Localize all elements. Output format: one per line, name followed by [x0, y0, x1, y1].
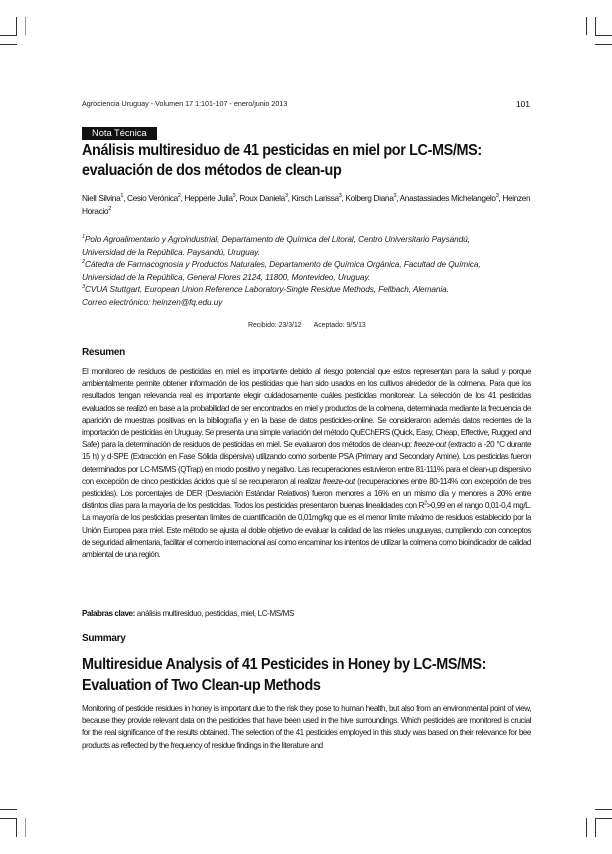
crop-mark: [25, 17, 26, 35]
affiliation-1-line-1: $^1$Polo Agroalimentario y Agroindustrial, Departamento de Química del Litoral, Centro Universitario Paysandú,: [82, 234, 470, 244]
journal-citation: Agrociencia Uruguay - Volumen 17 1:101-107 - enero/junio 2013: [82, 99, 288, 108]
keywords-label: Palabras clave:: [82, 609, 135, 618]
section-badge: Nota Técnica: [82, 127, 157, 140]
summary-heading: Summary: [82, 633, 126, 644]
summary-text: Monitoring of pesticide residues in honey is important due to the risk they pose to human health, but also from an environmental point of view, because they provide relevant data on the pesticides that have been used in the hive surroundings. Which pesticides are monitored is crucial for the real significance of the results obtained. The selection of the 41 pesticides employed in this study was based on their relevance for bee products as reflected by the frequency of residue findings in the literature and: [82, 704, 531, 750]
author: Cesio Verónica$^2$: [126, 193, 181, 203]
email-line: Correo electrónico: heinzen@fq.edu.uy: [82, 296, 223, 307]
crop-mark: [595, 818, 612, 819]
english-title: Multiresidue Analysis of 41 Pesticides in Honey by LC-MS/MS: Evaluation of Two Clean-up Methods: [82, 656, 487, 694]
author: Hepperle Julia$^3$: [184, 193, 236, 203]
crop-mark: [595, 818, 596, 837]
crop-mark: [0, 44, 17, 45]
affiliation-3: $^3$CVUA Stuttgart, European Union Reference Laboratory-Single Residue Methods, Fellbach, Alemania.: [82, 284, 449, 294]
crop-mark: [16, 818, 17, 837]
crop-mark: [0, 818, 17, 819]
affiliation-2-line-1: $^2$Cátedra de Farmacognosia y Productos Naturales, Departamento de Química Orgánica, Facultad de Química,: [82, 259, 481, 269]
crop-mark: [0, 809, 17, 810]
affiliation-2-line-2: Universidad de la República, General Flores 2124, 11800, Montevideo, Uruguay.: [82, 271, 371, 282]
author: Kolberg Diana$^3$: [345, 193, 397, 203]
crop-mark: [0, 35, 17, 36]
author: Niell Silvina$^1$: [82, 193, 124, 203]
affiliations: [82, 233, 547, 308]
keywords-value: análisis multiresiduo, pesticidas, miel, LC-MS/MS: [134, 609, 294, 618]
crop-mark: [595, 44, 612, 45]
author: Kirsch Larissa$^3$: [291, 193, 342, 203]
page-number: 101: [515, 99, 530, 109]
resumen-text: El monitoreo de residuos de pesticidas en miel es importante debido al riesgo potencial que estos representan para la salud y porque ambientalmente permite obtener información de los pesticidas que han sido usados en los cultivos alrededor de la colmena. Para que los resultados tengan relevancia real es importante elegir cuidadosamente cuáles pesticidas monitorear. La selección de los 41 pesticidas evaluados se realizó en base a la probabilidad de ser encontrados en miel y productos de la colmena, determinada mediante la frecuencia de aparición de muestras positivas en la bibliografía y en la base de datos pesticides-online. Se consideraron además datos recientes de la importación de pesticidas en Uruguay. Se presenta una simple variación del método QuEChERS (Quick, Easy, Cheap, Effective, Rugged and Safe) para la determinación de residuos de pesticidas en miel. Se evaluaron dos métodos de clean-up: freeze-out (extracto a -20 °C durante 15 h) y d-SPE (Extracción en Fase Sólida dispersiva) utilizando como sorbente PSA (Primary and Secondary Amine). Los pesticidas fueron determinados por LC-MS/MS (QTrap) en modo positivo y negativo. Las recuperaciones estuvieron entre 81-111% para el clean-up dispersivo con excepción de cinco pesticidas ácidos que sí se recuperaron al realizar freeze-out (recuperaciones entre 80-114% con excepción de tres pesticidas). Los porcentajes de DER (Desviación Estándar Relativos) fueron menores a 16% en un mismo día y menores a 20% entre distintos días para la mayoría de los pesticidas. Todos los pesticidas presentaron buenas linealidades con $R^2>0,99$ en el rango 0,01-0,4 mg/L. La mayoría de los pesticidas presentan límites de cuantificación de 0,01mg/kg que es el menor límite máximo de residuos establecido por la Unión Europea para miel. Este método se ajusta al doble objetivo de evaluar la calidad de las mieles uruguayas, cumpliendo con conceptos de seguridad alimentaria, facilitar el comercio internacional así como encaminar los intentos de utilizar la colmena como bioindicador de calidad ambiental de una región.: [82, 367, 532, 560]
received-date: Recibido: 23/3/12: [248, 322, 302, 329]
crop-mark: [16, 17, 17, 36]
crop-mark: [25, 818, 26, 837]
keywords: [82, 609, 294, 618]
crop-mark: [595, 35, 612, 36]
accepted-date: Aceptado: 9/5/13: [313, 322, 366, 329]
author: Anastassiades Michelangelo$^3$: [399, 193, 499, 203]
dates: [248, 322, 366, 329]
crop-mark: [586, 17, 587, 35]
author-list: Niell Silvina$^1$, Cesio Verónica$^2$, Hepperle Julia$^3$, Roux Daniela$^3$, Kirsch Larissa$^3$, Kolberg Diana$^3$, Anastassiades Michelangelo$^3$, Heinzen Horacio$^2$: [82, 193, 531, 216]
author: Roux Daniela$^3$: [239, 193, 288, 203]
author: Heinzen Horacio$^2$: [82, 193, 531, 216]
crop-mark: [586, 818, 587, 837]
article-title: Análisis multiresiduo de 41 pesticidas en miel por LC-MS/MS: evaluación de dos métodos de clean-up: [82, 142, 482, 179]
running-header: [82, 99, 530, 109]
affiliation-1-line-2: Universidad de la República. Paysandú, Uruguay.: [82, 246, 260, 257]
crop-mark: [595, 17, 596, 36]
resumen-heading: Resumen: [82, 347, 125, 358]
crop-mark: [595, 809, 612, 810]
